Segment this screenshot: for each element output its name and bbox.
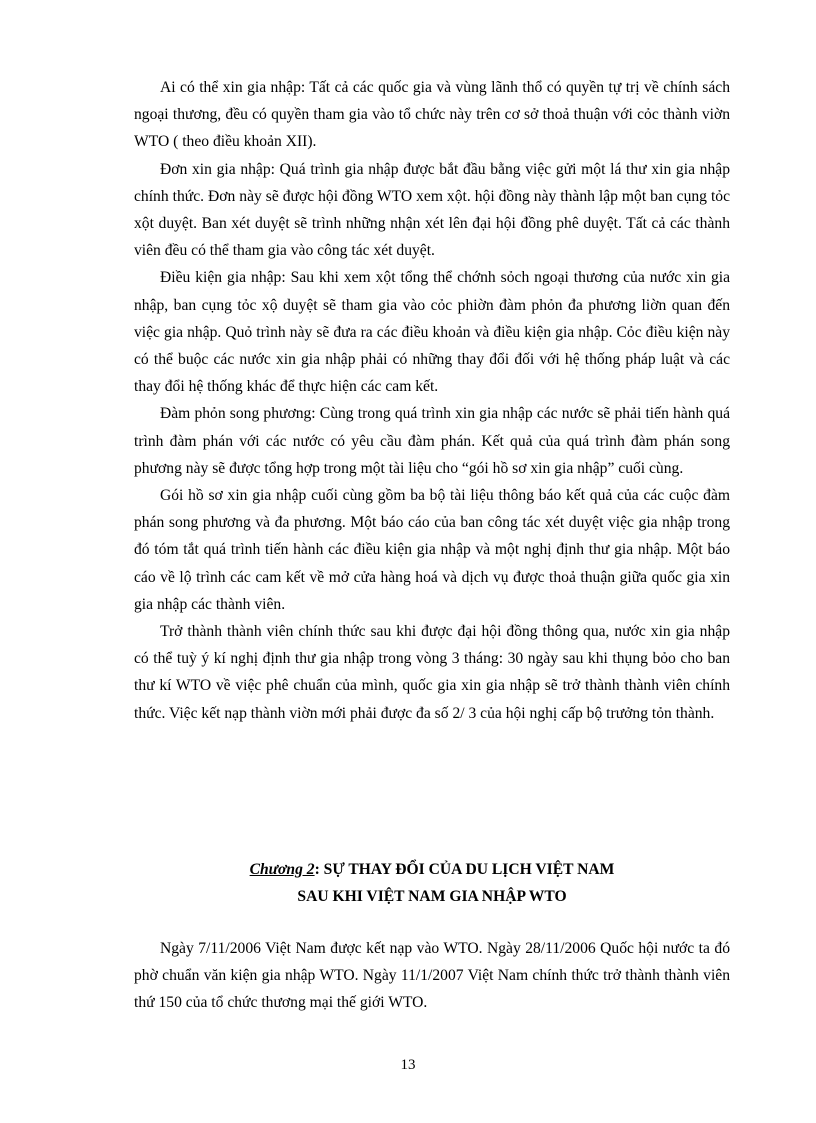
paragraph-official-membership: Trở thành thành viên chính thức sau khi được đại hội đồng thông qua, nước xin gia nhập có thể tuỳ ý kí nghị định thư gia nhập trong vòng 3 tháng: 30 ngày sau khi thụng bỏo cho ban thư kí WTO về việc phê chuẩn của mình, quốc gia xin gia nhập sẽ trở thành thành viên chính thức. Việc kết nạp thành viờn mới phải được đa số 2/ 3 của hội nghị cấp bộ trưởng tỏn thành.: [134, 623, 730, 722]
paragraph-bilateral-negotiation: Đàm phỏn song phương: Cùng trong quá trình xin gia nhập các nước sẽ phải tiến hành quá trình đàm phán với các nước có yêu cầu đàm phán. Kết quả của quá trình đàm phán song phương này sẽ được tổng hợp trong một tài liệu cho “gói hồ sơ xin gia nhập” cuối cùng.: [134, 405, 730, 477]
chapter-title-part-1: : SỰ THAY ĐỔI CỦA DU LỊCH VIỆT NAM: [314, 861, 615, 878]
paragraph-conditions: Điều kiện gia nhập: Sau khi xem xột tổng thể chớnh sỏch ngoại thương của nước xin gia nhập, ban cụng tỏc xộ duyệt sẽ tham gia vào cỏc phiờn đàm phỏn đa phương liờn quan đến việc gia nhập. Quỏ trình này sẽ đưa ra các điều khoản và điều kiện gia nhập. Cỏc điều kiện này có thể buộc các nước xin gia nhập phải có những thay đổi đối với hệ thống pháp luật và các thay đổi hệ thống khác để thực hiện các cam kết.: [134, 269, 730, 396]
page-number: 13: [400, 1057, 416, 1073]
chapter-heading-line-1: [134, 856, 730, 883]
chapter-label: Chương 2: [249, 861, 315, 878]
paragraph-who-can-join: Ai có thể xin gia nhập: Tất cả các quốc gia và vùng lãnh thổ có quyền tự trị về chính sách ngoại thương, đều có quyền tham gia vào tổ chức này trên cơ sở thoả thuận với cỏc thành viờn WTO ( theo điều khoản XII).: [134, 79, 730, 151]
paragraph-application: Đơn xin gia nhập: Quá trình gia nhập được bắt đầu bằng việc gửi một lá thư xin gia nhập chính thức. Đơn này sẽ được hội đồng WTO xem xột. hội đồng này thành lập một ban cụng tỏc xột duyệt. Ban xét duyệt sẽ trình những nhận xét lên đại hội đồng phê duyệt. Tất cả các thành viên đều có thể tham gia vào công tác xét duyệt.: [134, 160, 730, 260]
body-text: [134, 74, 730, 727]
paragraph-accession-package: Gói hồ sơ xin gia nhập cuối cùng gồm ba bộ tài liệu thông báo kết quả của các cuộc đàm phán song phương và đa phương. Một báo cáo của ban công tác xét duyệt việc gia nhập trong đó tóm tắt quá trình tiến hành các điều kiện gia nhập và một nghị định thư gia nhập. Một báo cáo về lộ trình các cam kết về mở cửa hàng hoá và dịch vụ được thoả thuận giữa quốc gia xin gia nhập các thành viên.: [134, 487, 730, 613]
chapter-title-part-2: SAU KHI VIỆT NAM GIA NHẬP WTO: [297, 888, 567, 905]
chapter-intro: [134, 935, 730, 1017]
paragraph-vietnam-accession: Ngày 7/11/2006 Việt Nam được kết nạp vào WTO. Ngày 28/11/2006 Quốc hội nước ta đó phờ chuẩn văn kiện gia nhập WTO. Ngày 11/1/2007 Việt Nam chính thức trở thành thành viên thứ 150 của tổ chức thương mại thế giới WTO.: [134, 940, 730, 1012]
chapter-heading: [134, 856, 730, 910]
